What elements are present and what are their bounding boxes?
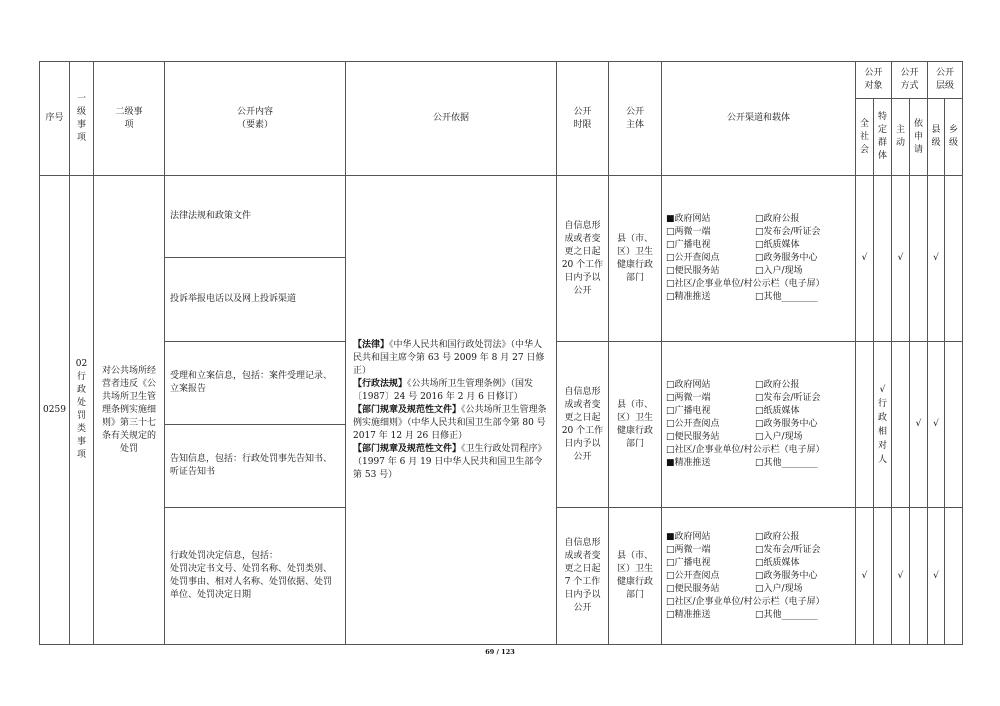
channels-cell: ■政府网站 □政府公报 □两微一端 □发布会/听证会 □广播电视 □纸质媒体 □公开查阅点 □政务服务中心 □便民服务站 □入户/现场 □社区/企事业单位/村公示栏（电子屏） □精准推送 □其他________ xyxy=(662,176,856,342)
header-method-request: 依申请 xyxy=(910,99,928,176)
level-township-mark xyxy=(945,508,963,645)
header-method-active: 主动 xyxy=(892,99,910,176)
method-request-mark xyxy=(910,508,928,645)
basis-item: 【法律】《中华人民共和国行政处罚法》（中华人民共和国主席令第 63 号 2009 年 8 月 27 日修正） xyxy=(353,339,545,376)
content-cell: 投诉举报电话以及网上投诉渠道 xyxy=(165,258,346,342)
level-township-mark xyxy=(945,176,963,342)
subject-cell: 县（市、区）卫生健康行政部门 xyxy=(609,508,662,645)
header-level-township: 乡级 xyxy=(945,99,963,176)
channels-cell: □政府网站 □政府公报 □两微一端 □发布会/听证会 □广播电视 □纸质媒体 □公开查阅点 □政务服务中心 □便民服务站 □入户/现场 □社区/企事业单位/村公示栏（电子屏） ■精准推送 □其他________ xyxy=(662,342,856,508)
target-specific-mark: √行政相对人 xyxy=(874,342,892,508)
header-basis: 公开依据 xyxy=(346,62,557,176)
basis-item: 【部门规章及规范性文件】《卫生行政处罚程序》（1997 年 6 月 19 日中华人民共和国卫生部令第 53 号） xyxy=(353,443,547,480)
header-content: 公开内容 （要素） xyxy=(165,62,346,176)
disclosure-table xyxy=(39,61,963,645)
method-active-mark xyxy=(892,342,910,508)
target-specific-mark xyxy=(874,508,892,645)
header-seq: 序号 xyxy=(40,62,70,176)
record-level2: 对公共场所经营者违反《公共场所卫生管理条例实施细则》第三十七条有关规定的处罚 xyxy=(94,176,165,645)
time-limit-cell: 自信息形成或者变更之日起 20 个工作日内予以公开 xyxy=(557,342,609,508)
target-all-mark: √ xyxy=(856,176,874,342)
header-level1: 一级事项 xyxy=(70,62,94,176)
header-target-all: 全社会 xyxy=(856,99,874,176)
basis-item: 【部门规章及规范性文件】《公共场所卫生管理条例实施细则》（中华人民共和国卫生部令第 80 号 2017 年 12 月 26 日修正） xyxy=(353,404,547,441)
level-county-mark: √ xyxy=(928,508,945,645)
method-request-mark xyxy=(910,176,928,342)
method-request-mark: √ xyxy=(910,342,928,508)
content-cell: 告知信息，包括：行政处罚事先告知书、听证告知书 xyxy=(165,425,346,508)
target-specific-mark xyxy=(874,176,892,342)
header-level2: 二级事项 xyxy=(94,62,165,176)
method-active-mark: √ xyxy=(892,176,910,342)
header-time-limit: 公开时限 xyxy=(557,62,609,176)
target-all-mark xyxy=(856,342,874,508)
basis-cell xyxy=(346,176,557,645)
channels-cell: ■政府网站 □政府公报 □两微一端 □发布会/听证会 □广播电视 □纸质媒体 □公开查阅点 □政务服务中心 □便民服务站 □入户/现场 □社区/企事业单位/村公示栏（电子屏） □精准推送 □其他________ xyxy=(662,508,856,645)
header-level-county: 县级 xyxy=(928,99,945,176)
time-limit-cell: 自信息形成或者变更之日起 20 个工作日内予以公开 xyxy=(557,176,609,342)
basis-item: 【行政法规】《公共场所卫生管理条例》（国发〔1987〕24 号 2016 年 2 月 6 日修订） xyxy=(353,378,534,402)
header-level: 公开层级 xyxy=(928,62,963,99)
header-subject: 公开主体 xyxy=(609,62,662,176)
level-township-mark xyxy=(945,342,963,508)
subject-cell: 县（市、区）卫生健康行政部门 xyxy=(609,176,662,342)
method-active-mark: √ xyxy=(892,508,910,645)
time-limit-cell: 自信息形成或者变更之日起 7 个工作日内予以公开 xyxy=(557,508,609,645)
content-cell: 受理和立案信息，包括：案件受理记录、立案报告 xyxy=(165,342,346,425)
header-target: 公开对象 xyxy=(856,62,892,99)
level-county-mark: √ xyxy=(928,176,945,342)
subject-cell: 县（市、区）卫生健康行政部门 xyxy=(609,342,662,508)
header-target-specific: 特定群体 xyxy=(874,99,892,176)
target-all-mark: √ xyxy=(856,508,874,645)
header-method: 公开方式 xyxy=(892,62,928,99)
record-seq: 0259 xyxy=(40,176,70,645)
header-channels: 公开渠道和载体 xyxy=(662,62,856,176)
content-cell: 行政处罚决定信息，包括： 处罚决定书文号、处罚名称、处罚类别、处罚事由、相对人名称、处罚依据、处罚单位、处罚决定日期 xyxy=(165,508,346,645)
page-number: 69 / 123 xyxy=(485,648,515,656)
record-level1: 02行政处罚类事项 xyxy=(70,176,94,645)
level-county-mark: √ xyxy=(928,342,945,508)
content-cell: 法律法规和政策文件 xyxy=(165,176,346,258)
